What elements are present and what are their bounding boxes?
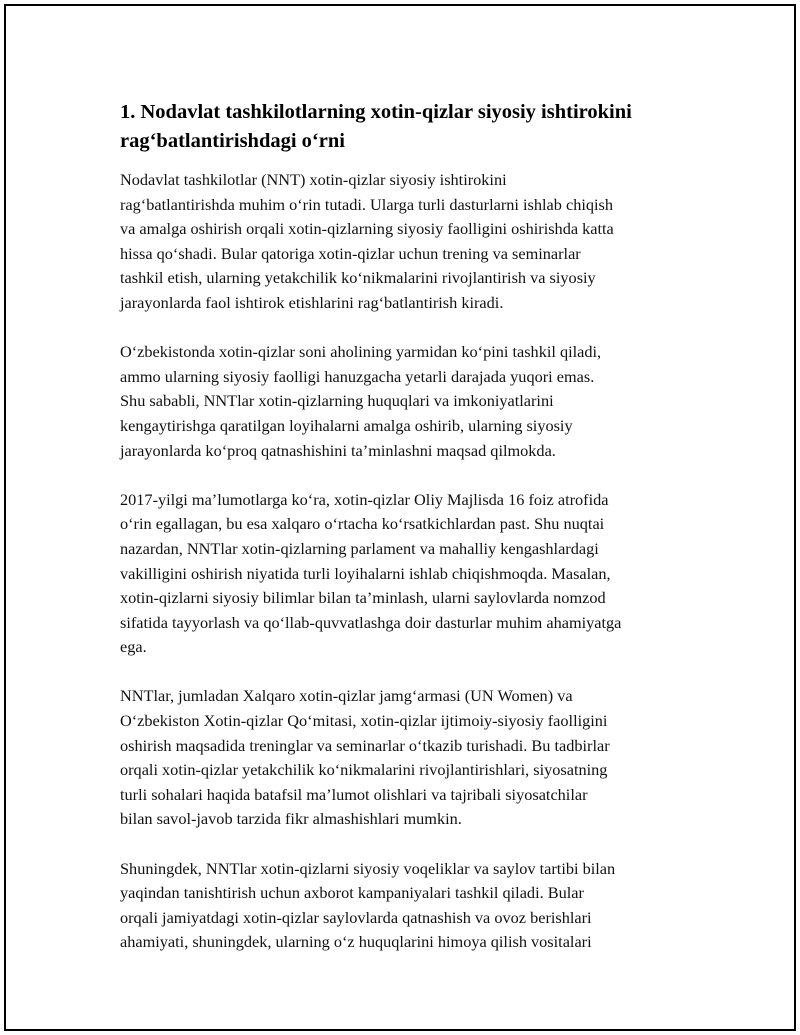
paragraph-line: oshirish maqsadida treninglar va seminarlar o‘tkazib turishadi. Bu tadbirlar — [120, 735, 610, 755]
paragraph-line: NNTlar, jumladan Xalqaro xotin-qizlar jamg‘armasi (UN Women) va — [120, 686, 573, 706]
page-frame — [4, 4, 796, 1031]
paragraph-line: orqali xotin-qizlar yetakchilik ko‘nikmalarini rivojlantirishlari, siyosatning — [120, 760, 608, 780]
section-title — [120, 98, 692, 156]
paragraph-line: sifatida tayyorlash va qo‘llab-quvvatlashga doir dasturlar muhim ahamiyatga — [120, 612, 622, 632]
paragraph-line: o‘rin egallagan, bu esa xalqaro o‘rtacha ko‘rsatkichlardan past. Shu nuqtai — [120, 514, 605, 534]
paragraph-1 — [120, 168, 692, 316]
paragraph-line: vakilligini oshirish niyatida turli loyihalarni ishlab chiqishmoqda. Masalan, — [120, 563, 611, 583]
paragraph-line: nazardan, NNTlar xotin-qizlarning parlament va mahalliy kengashlardagi — [120, 538, 599, 558]
paragraph-line: orqali jamiyatdagi xotin-qizlar saylovlarda qatnashish va ovoz berishlari — [120, 907, 592, 927]
paragraph-line: va amalga oshirish orqali xotin-qizlarning siyosiy faolligini oshirishda katta — [120, 219, 614, 239]
paragraph-line: 2017-yilgi ma’lumotlarga ko‘ra, xotin-qizlar Oliy Majlisda 16 foiz atrofida — [120, 489, 609, 509]
paragraph-line: Nodavlat tashkilotlar (NNT) xotin-qizlar siyosiy ishtirokini — [120, 170, 507, 189]
paragraph-line: Shuningdek, NNTlar xotin-qizlarni siyosiy voqeliklar va saylov tartibi bilan — [120, 858, 616, 878]
paragraph-line: O‘zbekiston Xotin-qizlar Qo‘mitasi, xotin-qizlar ijtimoiy-siyosiy faolligini — [120, 711, 608, 731]
paragraph-5 — [120, 857, 692, 955]
paragraph-line: tashkil etish, ularning yetakchilik ko‘nikmalarini rivojlantirish va siyosiy — [120, 268, 596, 288]
document-body — [120, 98, 692, 980]
paragraph-line: jarayonlarda ko‘proq qatnashishini ta’minlashni maqsad qilmokda. — [120, 440, 556, 460]
section-title-line: rag‘batlantirishdagi o‘rni — [120, 130, 345, 152]
paragraph-line: ega. — [120, 637, 147, 657]
paragraph-line: yaqindan tanishtirish uchun axborot kampaniyalari tashkil qiladi. Bular — [120, 883, 584, 903]
paragraph-4 — [120, 684, 692, 832]
paragraph-line: ahamiyati, shuningdek, ularning o‘z huquqlarini himoya qilish vositalari — [120, 932, 592, 952]
paragraph-line: hissa qo‘shadi. Bular qatoriga xotin-qizlar uchun trening va seminarlar — [120, 243, 581, 263]
paragraph-line: xotin-qizlarni siyosiy bilimlar bilan ta’minlash, ularni saylovlarda nomzod — [120, 588, 606, 608]
paragraph-line: rag‘batlantirishda muhim o‘rin tutadi. Ularga turli dasturlarni ishlab chiqish — [120, 194, 614, 214]
paragraph-line: bilan savol-javob tarzida fikr almashishlari mumkin. — [120, 809, 462, 829]
paragraph-line: Shu sababli, NNTlar xotin-qizlarning huquqlari va imkoniyatlarini — [120, 391, 554, 411]
paragraph-line: jarayonlarda faol ishtirok etishlarini rag‘batlantirish kiradi. — [120, 292, 504, 312]
section-title-line: 1. Nodavlat tashkilotlarning xotin-qizlar siyosiy ishtirokini — [120, 101, 632, 123]
paragraph-line: turli sohalari haqida batafsil ma’lumot olishlari va tajribali siyosatchilar — [120, 784, 588, 804]
paragraph-line: kengaytirishga qaratilgan loyihalarni amalga oshirib, ularning siyosiy — [120, 415, 573, 435]
paragraph-line: ammo ularning siyosiy faolligi hanuzgacha yetarli darajada yuqori emas. — [120, 366, 595, 386]
paragraph-3 — [120, 488, 692, 660]
paragraph-2 — [120, 340, 692, 463]
paragraph-line: O‘zbekistonda xotin-qizlar soni aholining yarmidan ko‘pini tashkil qiladi, — [120, 342, 602, 362]
